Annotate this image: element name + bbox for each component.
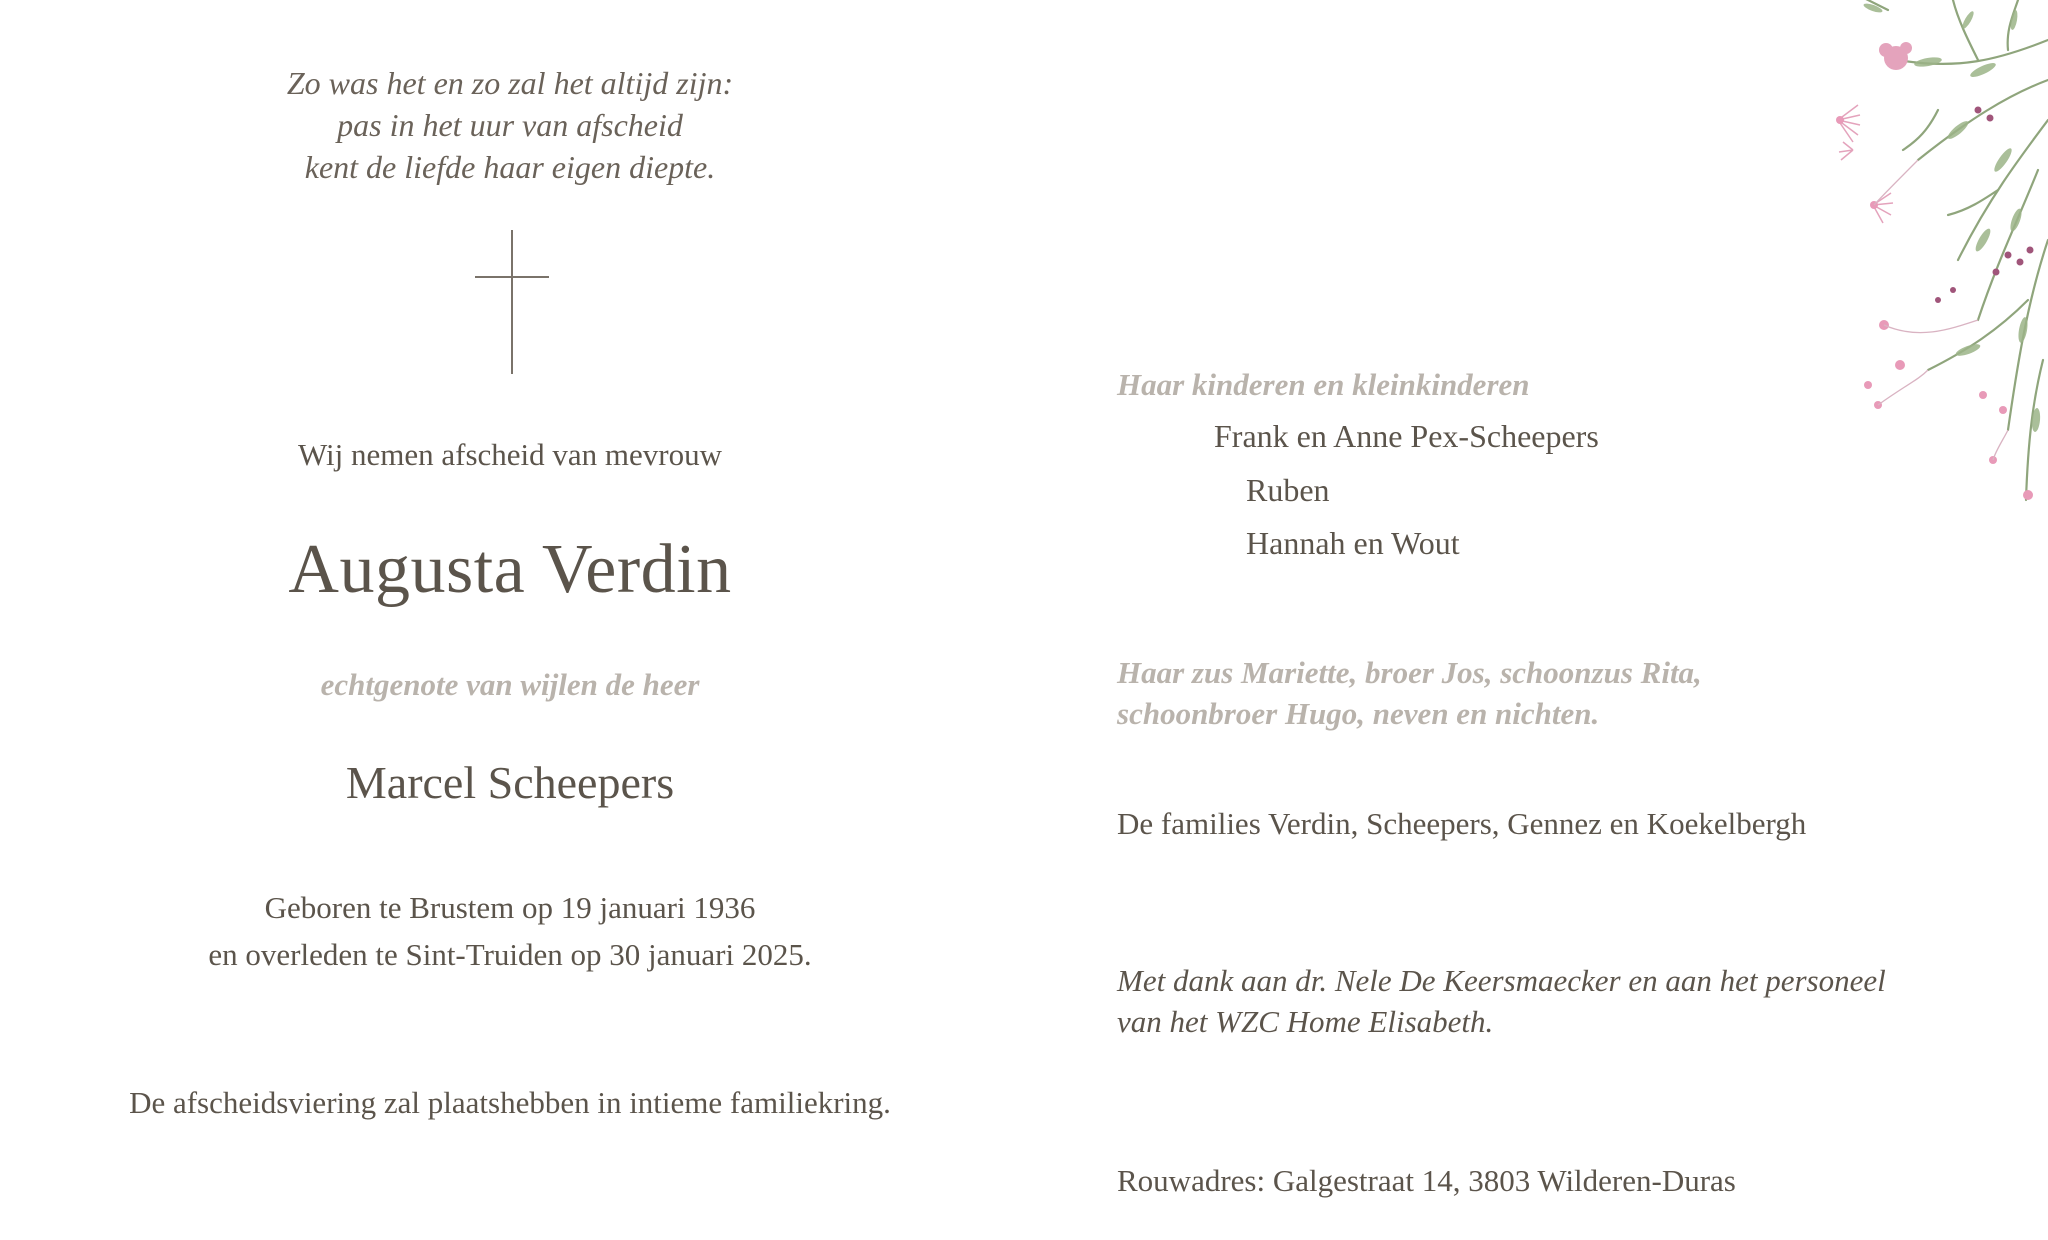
thanks-line: Met dank aan dr. Nele De Keersmaecker en aan het personeel [1117,963,1886,998]
ceremony-notice: De afscheidsviering zal plaatshebben in intieme familiekring. [129,1085,891,1120]
cross-icon [475,230,549,374]
birth-line: Geboren te Brustem op 19 januari 1936 [264,890,756,925]
family-member: Ruben [1246,472,1330,508]
relatives-line: Haar zus Mariette, broer Jos, schoonzus Rita, [1117,655,1702,690]
relatives-line: schoonbroer Hugo, neven en nichten. [1117,696,1600,731]
family-member: Hannah en Wout [1246,525,1460,561]
thanks-line: van het WZC Home Elisabeth. [1117,1004,1494,1039]
relatives-heading [1117,652,1702,734]
family-member: Frank en Anne Pex-Scheepers [1214,418,1599,454]
floral-decoration [1778,0,2048,520]
poem-line: Zo was het en zo zal het altijd zijn: [286,65,734,101]
spouse-name: Marcel Scheepers [345,757,675,808]
farewell-intro: Wij nemen afscheid van mevrouw [298,437,722,472]
thanks-note [1117,960,1886,1042]
poem-line: kent de liefde haar eigen diepte. [304,149,716,185]
life-dates [110,884,910,978]
children-heading: Haar kinderen en kleinkinderen [1117,367,1530,402]
families-line: De families Verdin, Scheepers, Gennez en Koekelbergh [1117,806,1807,841]
deceased-name: Augusta Verdin [288,531,732,608]
poem-line: pas in het uur van afscheid [337,107,683,143]
death-line: en overleden te Sint-Truiden op 30 januari 2025. [208,937,812,972]
spouse-intro: echtgenote van wijlen de heer [320,667,700,702]
poem [110,62,910,188]
mourning-address: Rouwadres: Galgestraat 14, 3803 Wilderen-Duras [1117,1163,1736,1198]
